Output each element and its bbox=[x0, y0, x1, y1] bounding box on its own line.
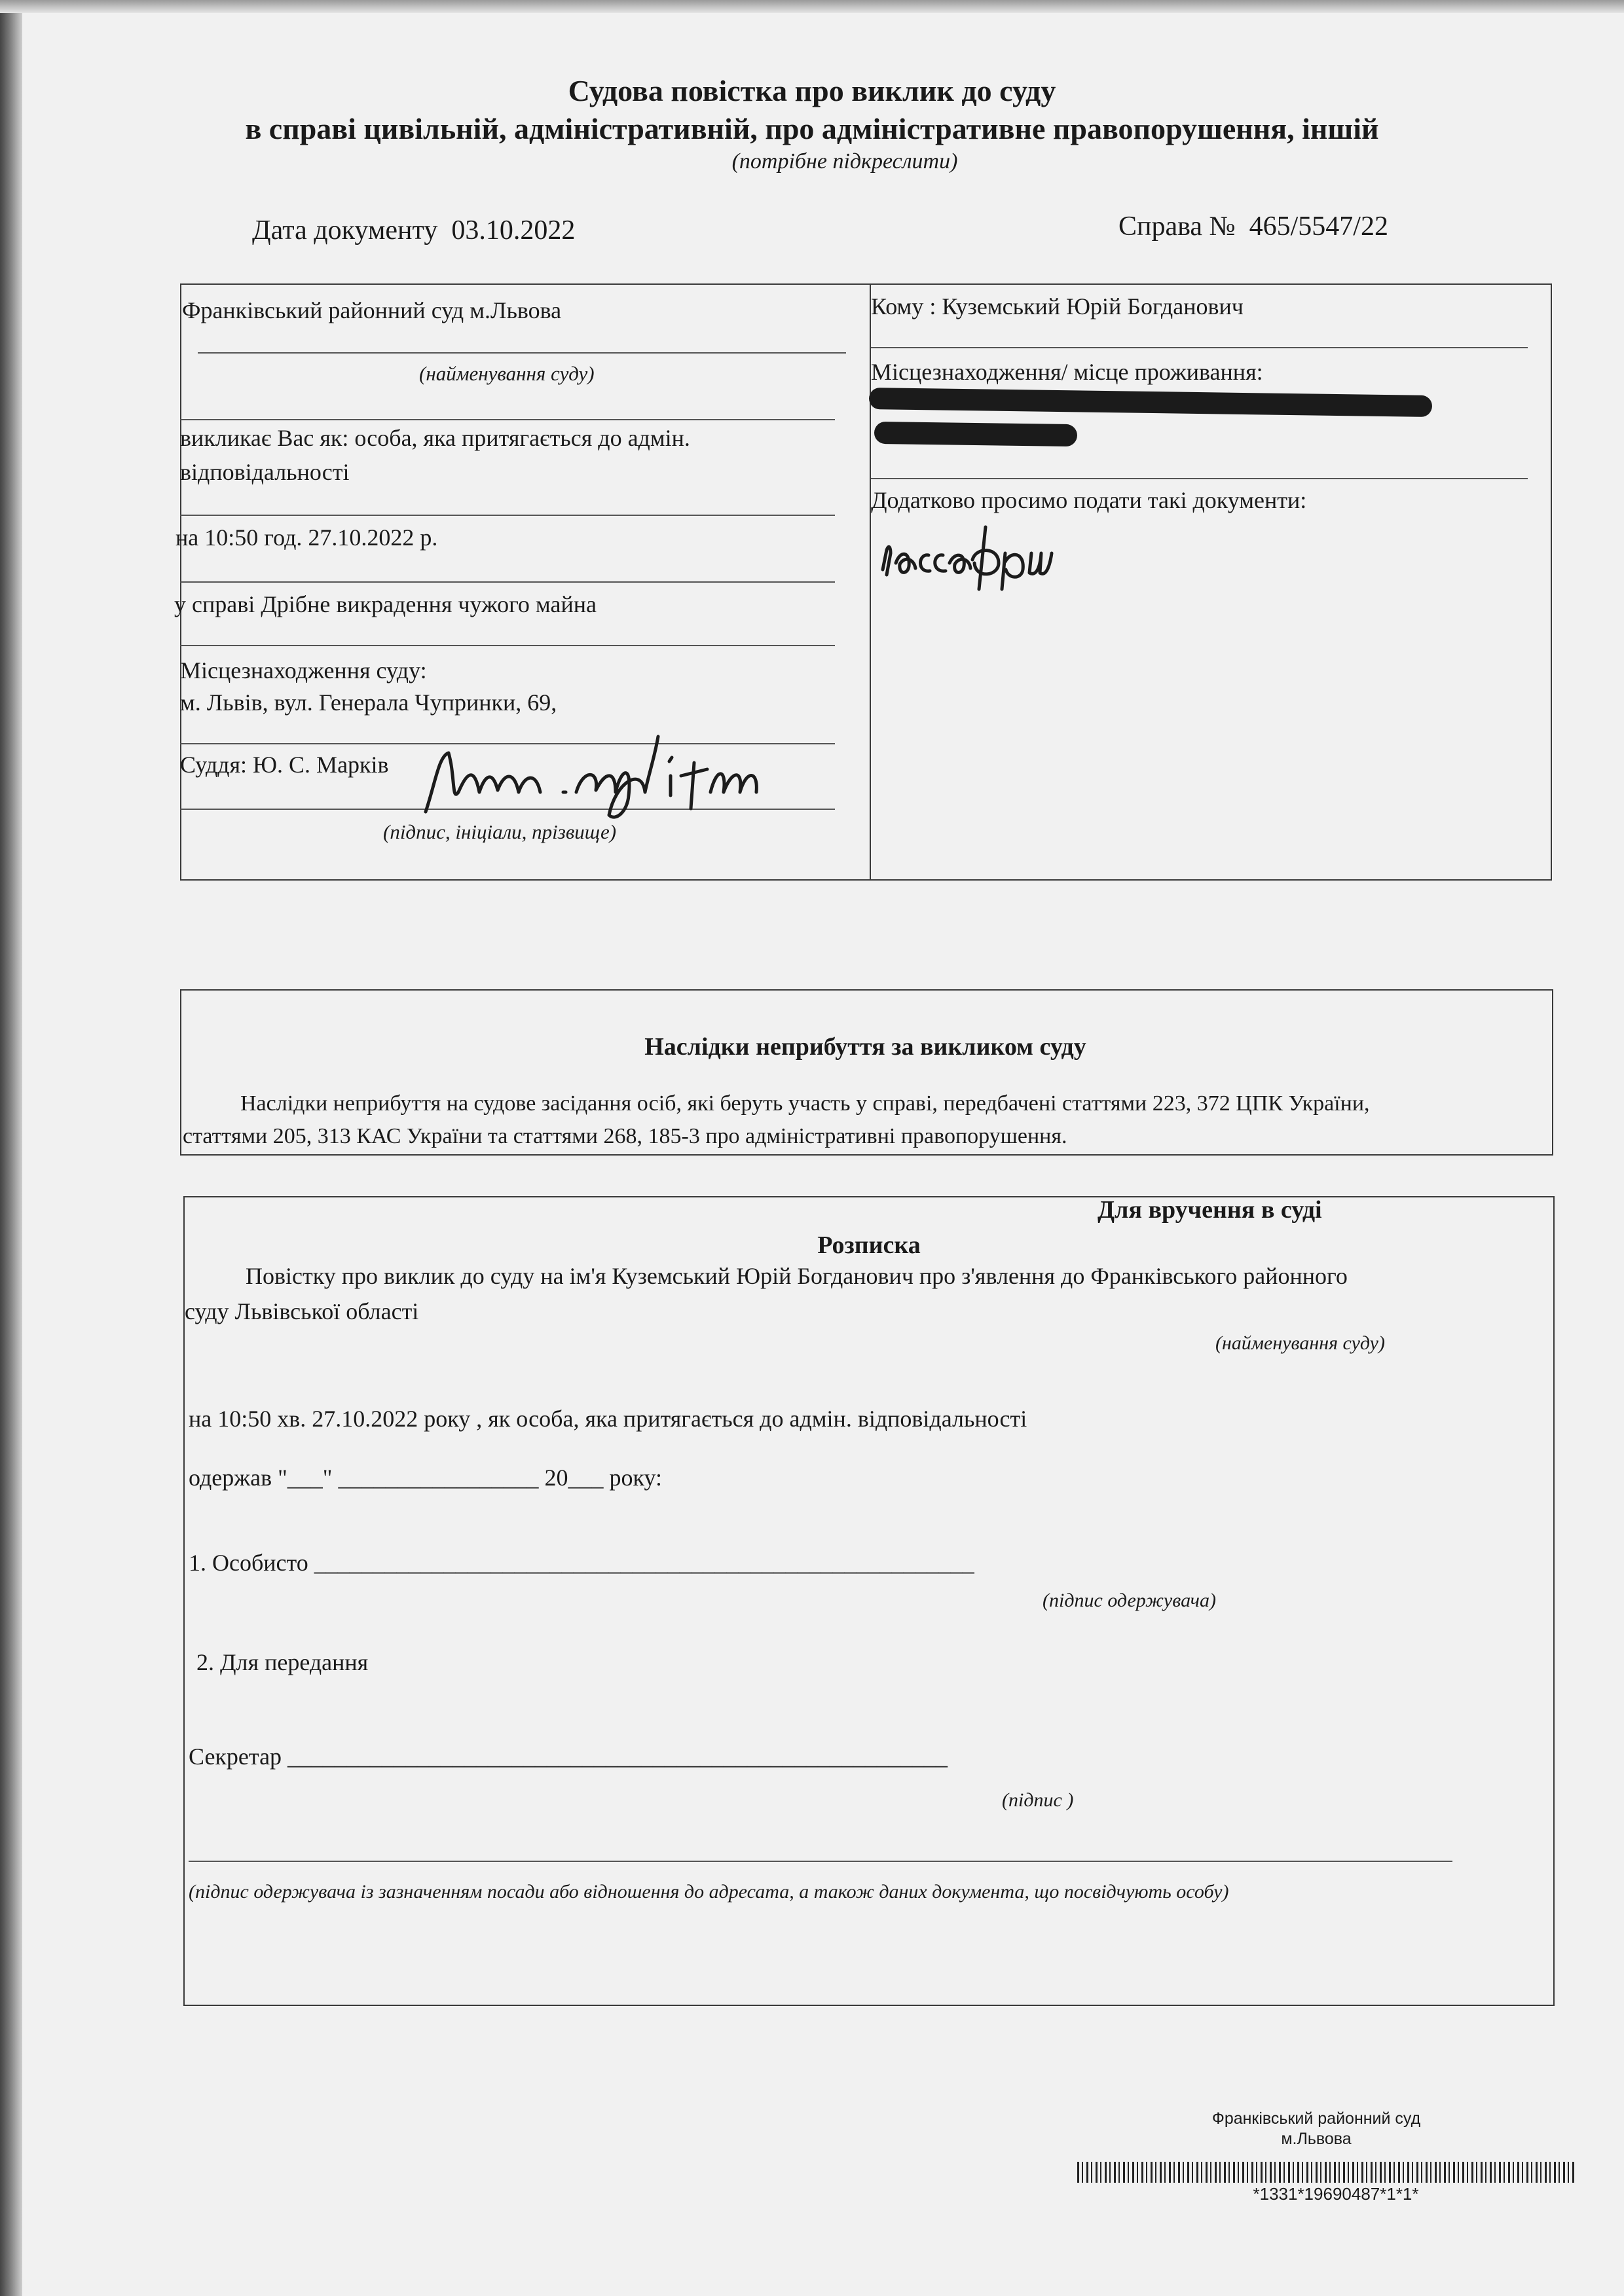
judge-name: Суддя: Ю. С. Марків bbox=[180, 752, 389, 778]
receipt-time-line: на 10:50 хв. 27.10.2022 року , як особа, яка притягається до адмін. відповідальності bbox=[189, 1406, 1027, 1432]
receipt-secretary-line: Секретар ________________________________________________________ bbox=[189, 1743, 948, 1770]
receipt-line-1: Повістку про виклик до суду на ім'я Куземський Юрій Богданович про з'явлення до Франківського районного bbox=[246, 1263, 1348, 1289]
document-date bbox=[252, 215, 575, 246]
receipt-transfer-line: 2. Для передання bbox=[196, 1649, 369, 1675]
footer-court-line-2: м.Львова bbox=[1281, 2130, 1352, 2148]
case-number bbox=[1118, 211, 1388, 242]
receipt-line-2: суду Львівської області bbox=[185, 1298, 419, 1324]
court-location-label: Місцезнаходження суду: bbox=[180, 657, 427, 683]
recipient: Кому : Куземський Юрій Богданович bbox=[871, 293, 1244, 319]
hearing-time: на 10:50 год. 27.10.2022 р. bbox=[175, 524, 438, 551]
case-subject: у справі Дрібне викрадення чужого майна bbox=[174, 591, 597, 617]
case-number-label: Справа № bbox=[1118, 211, 1236, 242]
rule bbox=[180, 515, 835, 516]
secretary-signature-note: (підпис ) bbox=[1002, 1789, 1074, 1811]
receipt-received-line: одержав "___" _________________ 20___ року: bbox=[189, 1465, 663, 1491]
rule bbox=[180, 581, 835, 583]
recipient-signature-note: (підпис одержувача) bbox=[1043, 1590, 1216, 1611]
judge-signature bbox=[419, 730, 786, 828]
footer-court-line-1: Франківський районний суд bbox=[1211, 2109, 1421, 2128]
for-court-label: Для вручення в суді bbox=[1098, 1196, 1322, 1224]
receipt-bottom-note: (підпис одержувача із зазначенням посади або відношення до адресата, а також даних документа, що посвідчують особу) bbox=[189, 1881, 1229, 1903]
title-line-1: Судова повістка про виклик до суду bbox=[568, 74, 1056, 107]
scan-edge-shadow bbox=[0, 0, 22, 2296]
barcode-text: *1331*19690487*1*1* bbox=[1253, 2184, 1419, 2204]
consequences-text-line-2: статтями 205, 313 КАС України та статтями 268, 185-3 про адміністративні правопорушення. bbox=[183, 1124, 1067, 1148]
receipt-title: Розписка bbox=[817, 1231, 921, 1259]
handwritten-documents-note bbox=[877, 524, 1094, 596]
summons-role-line-2: відповідальності bbox=[180, 459, 350, 485]
court-name: Франківський районний суд м.Львова bbox=[182, 297, 562, 323]
title-line-2: в справі цивільній, адміністративній, про адміністративне правопорушення, іншій bbox=[245, 112, 1379, 145]
receipt-court-note: (найменування суду) bbox=[1215, 1332, 1385, 1354]
redacted-address-line-2 bbox=[874, 422, 1077, 446]
title-note: (потрібне підкреслити) bbox=[731, 149, 958, 173]
court-name-note: (найменування суду) bbox=[419, 362, 595, 385]
consequences-title: Наслідки неприбуття за викликом суду bbox=[644, 1033, 1086, 1061]
rule bbox=[198, 352, 846, 354]
rule bbox=[180, 419, 835, 420]
receipt-personal-line: 1. Особисто ________________________________________________________ bbox=[189, 1550, 974, 1576]
rule bbox=[180, 645, 835, 646]
additional-documents-label: Додатково просимо подати такі документи: bbox=[871, 487, 1307, 513]
court-location: м. Львів, вул. Генерала Чупринки, 69, bbox=[180, 689, 557, 716]
doc-date-value: 03.10.2022 bbox=[451, 215, 576, 246]
signature-note: (підпис, ініціали, прізвище) bbox=[383, 820, 617, 843]
rule bbox=[871, 478, 1528, 479]
residence-label: Місцезнаходження/ місце проживання: bbox=[871, 359, 1263, 385]
rule bbox=[189, 1861, 1452, 1862]
case-number-value: 465/5547/22 bbox=[1249, 211, 1388, 242]
summons-role-line-1: викликає Вас як: особа, яка притягається до адмін. bbox=[180, 425, 690, 451]
consequences-text-line-1: Наслідки неприбуття на судове засідання осіб, які беруть участь у справі, передбачені статтями 223, 372 ЦПК України, bbox=[240, 1091, 1370, 1116]
rule bbox=[871, 347, 1528, 348]
barcode bbox=[1077, 2162, 1575, 2183]
scan-top-shadow bbox=[0, 0, 1624, 13]
doc-date-label: Дата документу bbox=[252, 215, 438, 246]
